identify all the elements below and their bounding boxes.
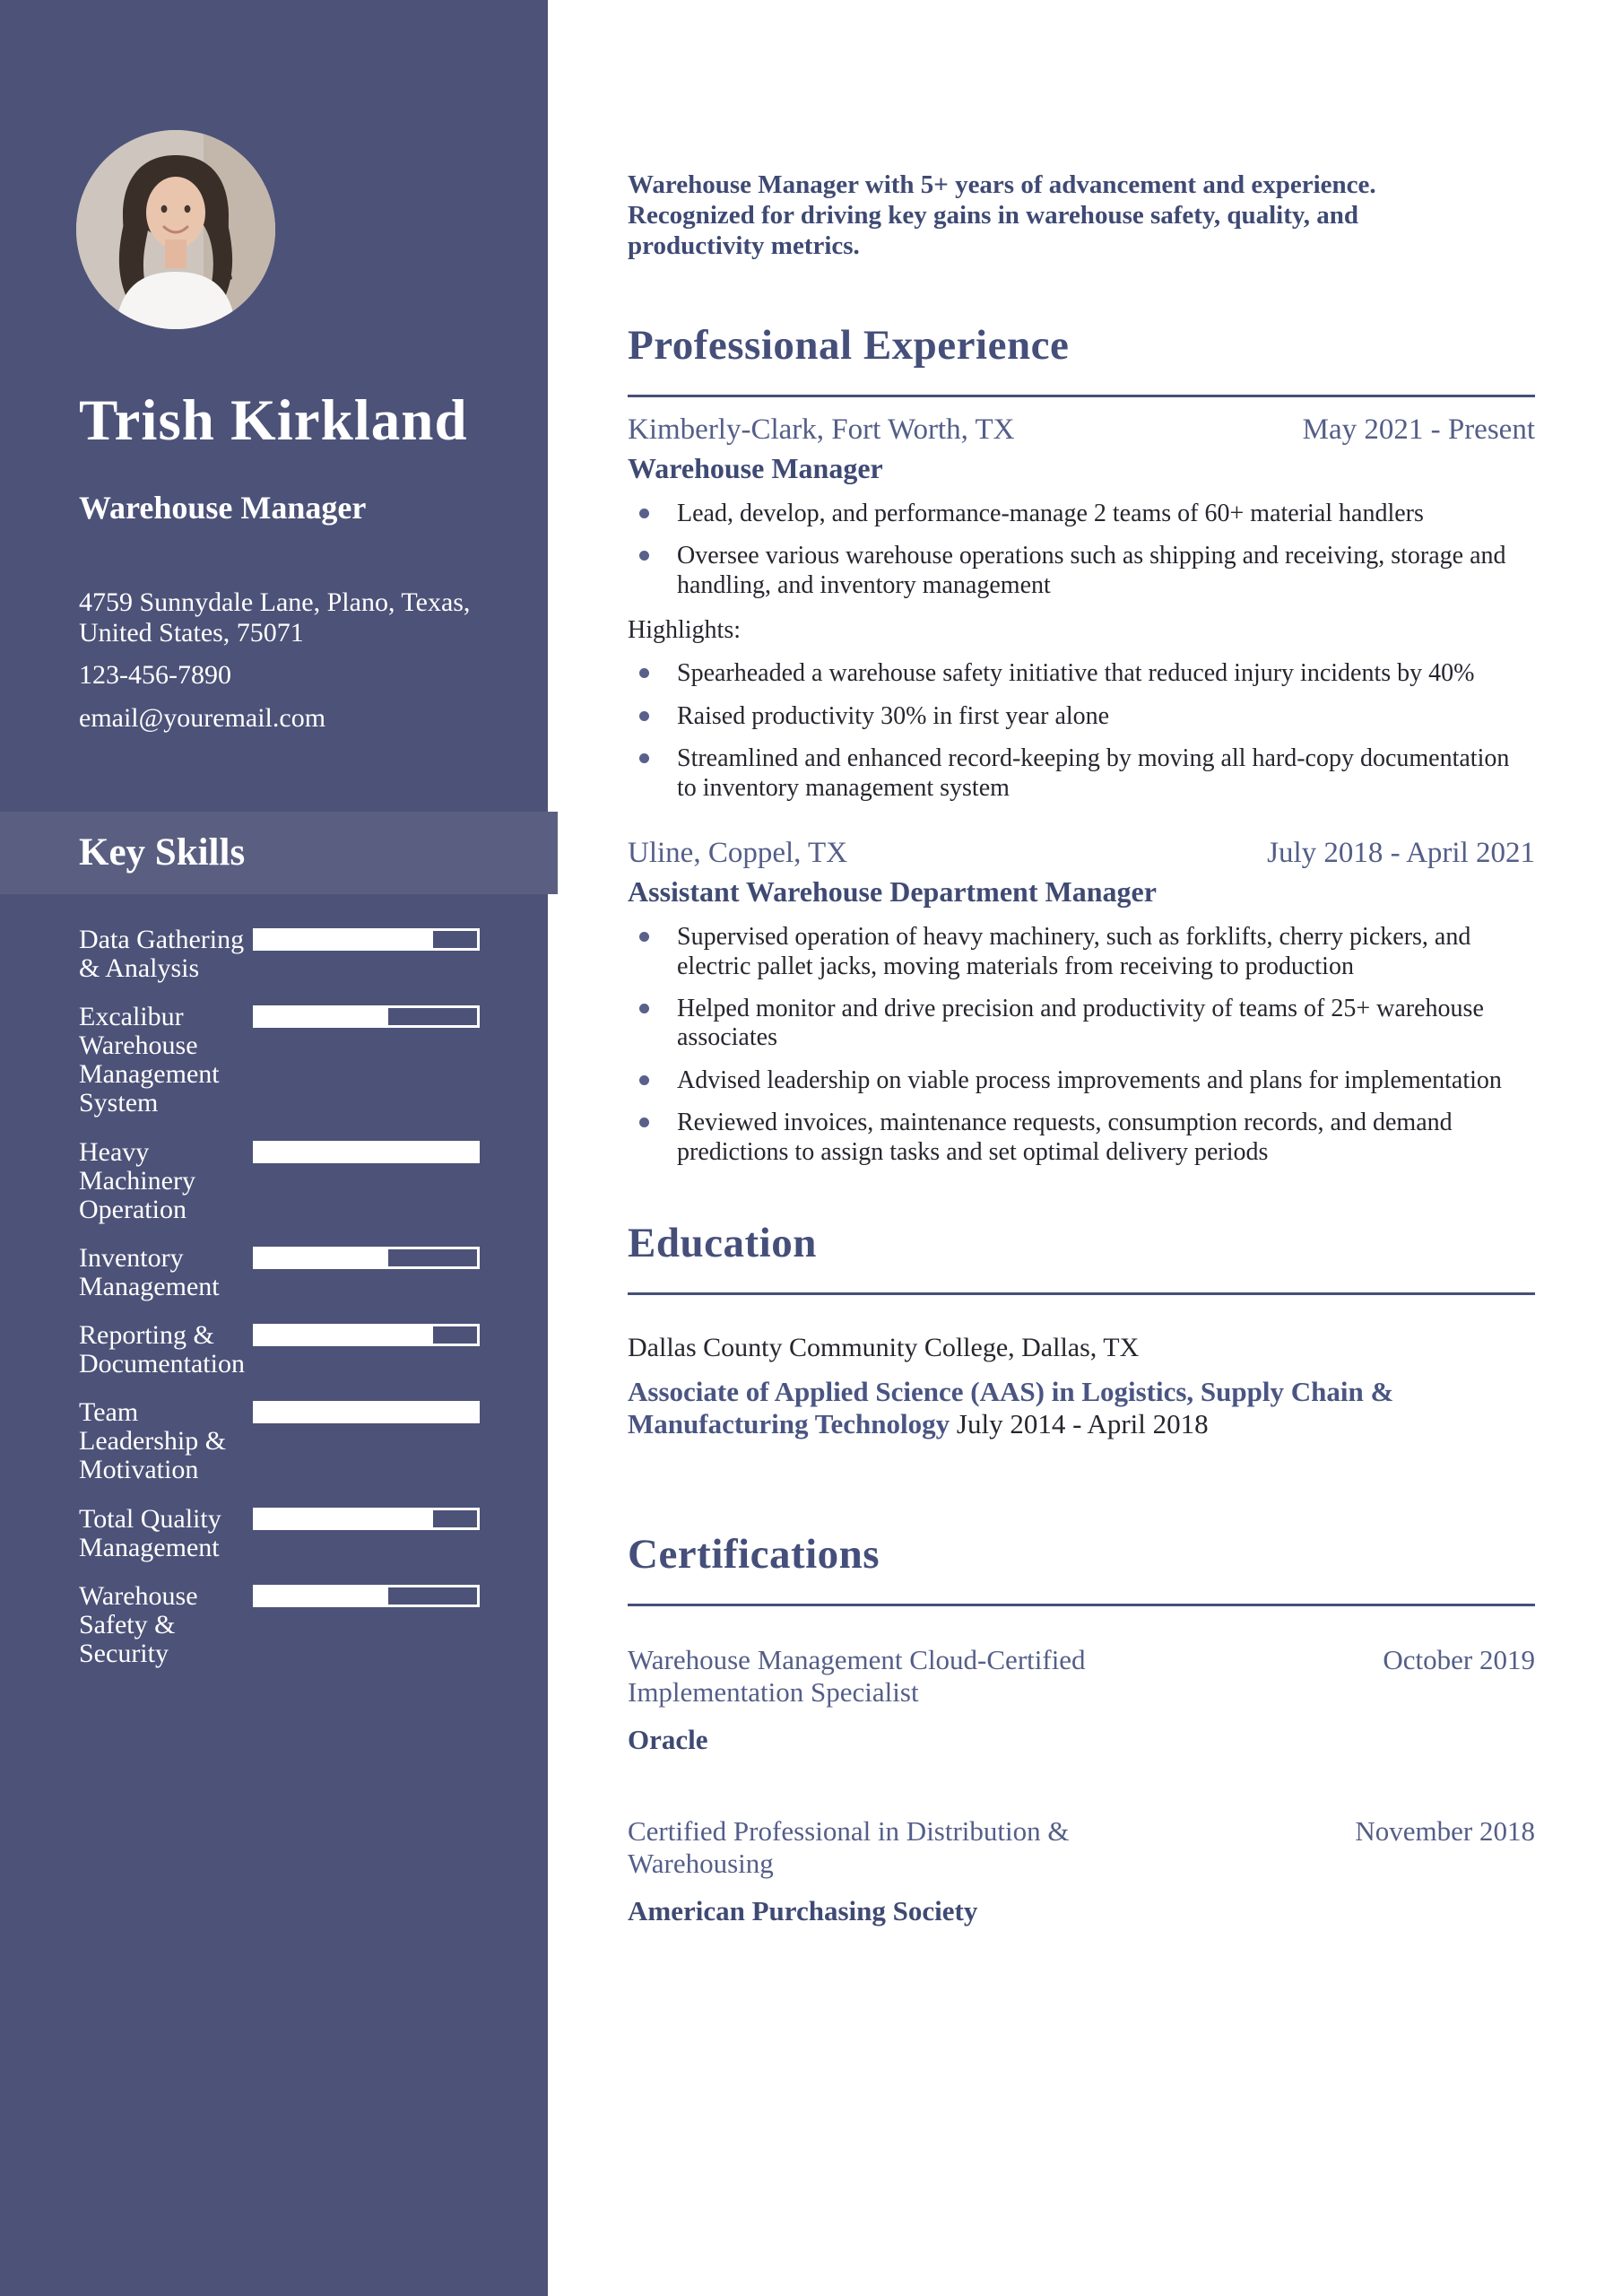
certification-entry: [628, 1815, 1535, 1927]
skill-progress-fill: [256, 1144, 477, 1161]
skill-label: Team Leadership & Motivation: [79, 1397, 227, 1485]
certification-date: October 2019: [1383, 1643, 1535, 1675]
job-role-title: Warehouse Manager: [628, 451, 883, 484]
skill-label: Inventory Management: [79, 1242, 220, 1301]
key-skills-header: Key Skills: [79, 831, 246, 874]
certification-name: Warehouse Management Cloud-Certified Implementation Specialist: [628, 1643, 1086, 1709]
skill-progress-fill: [256, 1404, 477, 1421]
skill-row: [79, 1003, 491, 1118]
skill-label: Data Gathering & Analysis: [79, 925, 245, 984]
job-bullet-list: [628, 923, 1535, 1167]
skill-progress-fill: [256, 1510, 433, 1527]
certification-issuer: American Purchasing Society: [628, 1894, 978, 1926]
professional-summary: Warehouse Manager with 5+ years of advancement and experience. Recognized for driving key gains in warehouse safety, quality, and productivity metrics.: [628, 170, 1376, 260]
skill-row: [79, 1138, 491, 1224]
skill-row: [79, 1505, 491, 1562]
skill-label: Excalibur Warehouse Management System: [79, 1002, 220, 1118]
section-divider: [628, 1604, 1535, 1606]
school-name: Dallas County Community College, Dallas, TX: [628, 1333, 1140, 1363]
sidebar: [0, 0, 548, 2296]
certification-name: Certified Professional in Distribution & Warehousing: [628, 1814, 1070, 1880]
skill-progress-bar: [253, 1247, 480, 1269]
job-bullet: Oversee various warehouse operations such as shipping and receiving, storage and handling, and inventory management: [677, 542, 1535, 600]
experience-entry: [628, 413, 1535, 803]
skill-progress-bar: [253, 1005, 480, 1028]
certification-header: [628, 1644, 1535, 1709]
certification-date: November 2018: [1355, 1814, 1535, 1847]
skill-label: Reporting & Documentation: [79, 1320, 245, 1379]
education-dates: July 2014 - April 2018: [956, 1407, 1209, 1439]
address-text: 4759 Sunnydale Lane, Plano, Texas, United States, 75071: [79, 587, 471, 648]
job-bullet-list: [628, 500, 1535, 600]
phone-number: 123-456-7890: [79, 660, 231, 691]
education-section-header: Education: [628, 1220, 817, 1267]
skill-row: [79, 1321, 491, 1378]
skill-label: Total Quality Management: [79, 1503, 221, 1562]
skill-progress-bar: [253, 1401, 480, 1423]
key-skills-band: [0, 812, 558, 894]
company-name: Kimberly-Clark, Fort Worth, TX: [628, 413, 1015, 446]
portrait-illustration: [76, 130, 275, 329]
job-bullet: Advised leadership on viable process improvements and plans for implementation: [677, 1066, 1535, 1095]
highlights-bullet-list: [628, 659, 1535, 803]
skill-progress-bar: [253, 1324, 480, 1346]
section-divider: [628, 1292, 1535, 1295]
job-role-title: Assistant Warehouse Department Manager: [628, 875, 1157, 909]
skill-row: [79, 1582, 491, 1668]
highlight-bullet: Spearheaded a warehouse safety initiative that reduced injury incidents by 40%: [677, 659, 1535, 688]
skill-label: Warehouse Safety & Security: [79, 1580, 198, 1668]
skill-row: [79, 1398, 491, 1484]
highlight-bullet: Streamlined and enhanced record-keeping by moving all hard-copy documentation to inventory management system: [677, 744, 1535, 803]
profile-photo: [76, 130, 275, 329]
job-bullet: Helped monitor and drive precision and productivity of teams of 25+ warehouse associates: [677, 995, 1535, 1053]
certification-header: [628, 1815, 1535, 1881]
skill-progress-fill: [256, 1587, 388, 1605]
job-header: [628, 413, 1535, 447]
degree-title: Associate of Applied Science (AAS) in Logistics, Supply Chain & Manufacturing Technology: [628, 1376, 1394, 1439]
certification-entry: [628, 1644, 1535, 1756]
contact-block: [79, 587, 496, 733]
highlight-bullet: Raised productivity 30% in first year alone: [677, 702, 1535, 731]
skill-progress-fill: [256, 931, 433, 948]
experience-entry: [628, 837, 1535, 1167]
job-bullet: Lead, develop, and performance-manage 2 teams of 60+ material handlers: [677, 500, 1535, 528]
job-header: [628, 837, 1535, 870]
skill-progress-fill: [256, 1249, 388, 1266]
certification-issuer: Oracle: [628, 1723, 708, 1755]
skill-progress-fill: [256, 1008, 388, 1025]
certifications-section-header: Certifications: [628, 1530, 880, 1578]
skill-progress-bar: [253, 1508, 480, 1530]
candidate-name: Trish Kirkland: [79, 388, 468, 453]
experience-section-header: Professional Experience: [628, 321, 1070, 369]
candidate-job-title: Warehouse Manager: [79, 490, 367, 526]
job-bullet: Reviewed invoices, maintenance requests, consumption records, and demand predictions to assign tasks and set optimal delivery periods: [677, 1109, 1535, 1167]
skill-progress-bar: [253, 1141, 480, 1163]
main-content: [628, 0, 1535, 1927]
degree-line: [628, 1376, 1493, 1439]
skill-progress-bar: [253, 1585, 480, 1607]
job-dates: May 2021 - Present: [1302, 413, 1535, 446]
skill-row: [79, 926, 491, 983]
skill-label: Heavy Machinery Operation: [79, 1136, 195, 1224]
section-divider: [628, 395, 1535, 397]
skill-progress-bar: [253, 928, 480, 951]
company-name: Uline, Coppel, TX: [628, 837, 848, 870]
skill-progress-fill: [256, 1326, 433, 1344]
job-bullet: Supervised operation of heavy machinery, such as forklifts, cherry pickers, and electric pallet jacks, moving materials from receiving to production: [677, 923, 1535, 981]
email-address[interactable]: email@youremail.com: [79, 702, 326, 733]
skill-row: [79, 1244, 491, 1301]
highlights-label: Highlights:: [628, 616, 742, 645]
job-dates: July 2018 - April 2021: [1267, 837, 1535, 870]
skills-list: [79, 926, 491, 1668]
